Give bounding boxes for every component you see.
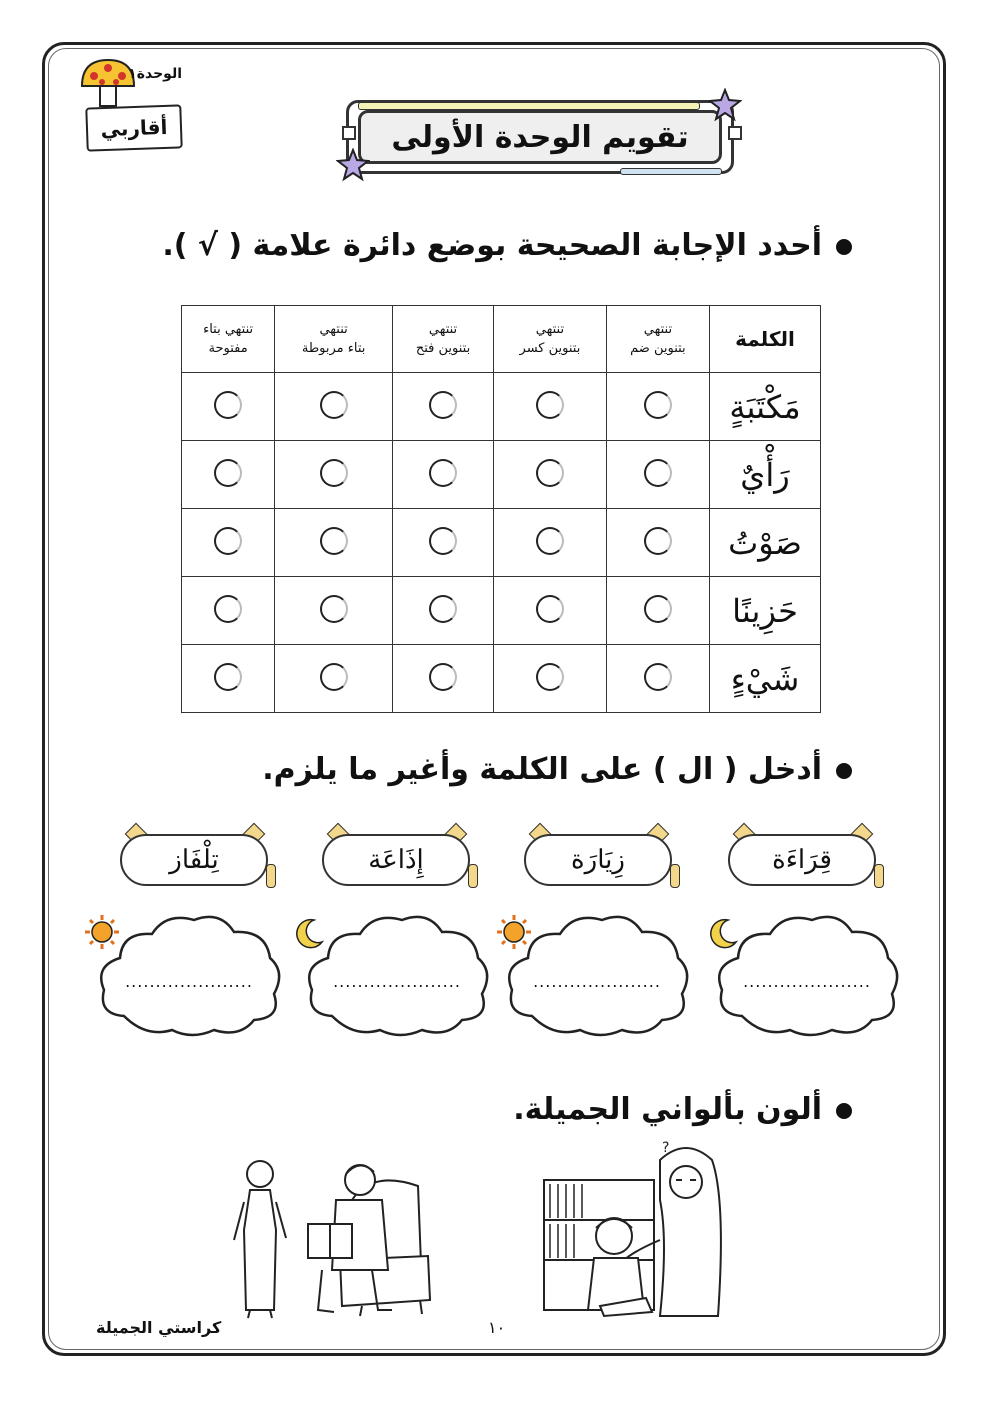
page-number: ١٠ — [488, 1318, 506, 1337]
q3-instruction — [513, 1092, 852, 1127]
q1-instruction-text: أحدد الإجابة الصحيحة بوضع دائرة علامة ( √ ). — [162, 228, 822, 263]
pill-word: إِذَاعَة — [322, 834, 470, 886]
col-taa-maftuha-header — [182, 306, 275, 373]
sun-icon — [84, 914, 120, 950]
sun-icon — [496, 914, 532, 950]
answer-blank: ..................... — [533, 972, 661, 991]
header-line: تنتهي بتاء — [203, 321, 254, 337]
answer-circle[interactable] — [536, 595, 564, 623]
option-cell — [182, 441, 275, 509]
option-cell — [393, 373, 494, 441]
option-cell — [393, 509, 494, 577]
answer-circle[interactable] — [320, 391, 348, 419]
header-line: تنتهي — [428, 321, 458, 337]
word-cell: شَيْءٍ — [710, 645, 821, 713]
q3-instruction-text: ألون بألواني الجميلة. — [513, 1092, 822, 1127]
mother-and-son-illustration — [540, 1140, 750, 1320]
col-taa-marbuta-header — [275, 306, 393, 373]
q2-instruction — [262, 752, 852, 787]
answer-circle[interactable] — [429, 459, 457, 487]
option-cell — [275, 577, 393, 645]
bullet-icon — [836, 1103, 852, 1119]
word-pill — [518, 826, 678, 888]
q1-instruction — [162, 228, 852, 263]
answer-circle[interactable] — [429, 527, 457, 555]
answer-circle[interactable] — [536, 459, 564, 487]
answer-circle[interactable] — [536, 391, 564, 419]
header-line: بتنوين كسر — [519, 341, 581, 356]
answer-circle[interactable] — [429, 595, 457, 623]
pill-word: قِرَاءَة — [728, 834, 876, 886]
option-cell — [182, 645, 275, 713]
answer-circle[interactable] — [429, 663, 457, 691]
boy-and-father-illustration — [232, 1150, 442, 1320]
svg-text:?: ? — [662, 1140, 670, 1156]
word-cell: رَأْيٌ — [710, 441, 821, 509]
header-line: بتنوين ضم — [630, 341, 686, 356]
word-cell: حَزِينًا — [710, 577, 821, 645]
header-line: بتنوين فتح — [415, 341, 471, 356]
option-cell — [606, 577, 709, 645]
answer-circle[interactable] — [644, 391, 672, 419]
pill-word: تِلْفَاز — [120, 834, 268, 886]
bullet-icon — [836, 763, 852, 779]
answer-blank: ..................... — [333, 972, 461, 991]
table-row — [182, 441, 821, 509]
answer-circle[interactable] — [429, 391, 457, 419]
answer-circle[interactable] — [536, 527, 564, 555]
col-tanween-kasr-header — [494, 306, 607, 373]
answer-circle[interactable] — [320, 663, 348, 691]
answer-cloud[interactable] — [94, 906, 284, 1042]
mushroom-icon — [78, 56, 138, 112]
header-line: تنتهي — [535, 321, 565, 337]
option-cell — [393, 441, 494, 509]
answer-circle[interactable] — [644, 595, 672, 623]
footer-book-name: كراستي الجميلة — [96, 1318, 222, 1337]
answer-circle[interactable] — [644, 527, 672, 555]
option-cell — [606, 373, 709, 441]
option-cell — [182, 509, 275, 577]
answer-circle[interactable] — [214, 459, 242, 487]
unit-badge — [70, 56, 190, 156]
option-cell — [393, 577, 494, 645]
word-cell: صَوْتُ — [710, 509, 821, 577]
option-cell — [494, 577, 607, 645]
answer-circle[interactable] — [320, 595, 348, 623]
option-cell — [275, 373, 393, 441]
star-icon — [336, 148, 370, 182]
unit-label: الوحدة١ — [128, 66, 182, 82]
word-pill — [316, 826, 476, 888]
title-corner-square — [728, 126, 742, 140]
lesson-sign: أقاربي — [85, 104, 182, 151]
word-pill — [114, 826, 274, 888]
header-line: بتاء مربوطة — [301, 341, 366, 356]
option-cell — [494, 509, 607, 577]
bullet-icon — [836, 239, 852, 255]
title-corner-square — [342, 126, 356, 140]
cat-tail — [266, 864, 276, 888]
answer-circle[interactable] — [214, 663, 242, 691]
cat-tail — [468, 864, 478, 888]
answer-blank: ..................... — [125, 972, 253, 991]
answer-circle[interactable] — [320, 459, 348, 487]
header-line: تنتهي — [319, 321, 348, 337]
moon-icon — [292, 916, 326, 950]
pill-word: زِيَارَة — [524, 834, 672, 886]
page-title: تقويم الوحدة الأولى — [358, 110, 722, 164]
header-line: مفتوحة — [208, 341, 248, 356]
answer-circle[interactable] — [320, 527, 348, 555]
answer-circle[interactable] — [214, 595, 242, 623]
answer-blank: ..................... — [743, 972, 871, 991]
answer-circle[interactable] — [536, 663, 564, 691]
table-header-row — [182, 306, 821, 373]
header-line: تنتهي — [643, 321, 673, 337]
col-tanween-damm-header — [606, 306, 709, 373]
option-cell — [606, 509, 709, 577]
word-cell: مَكْتَبَةٍ — [710, 373, 821, 441]
col-word-header: الكلمة — [710, 306, 821, 373]
cat-tail — [874, 864, 884, 888]
answer-cloud[interactable] — [712, 906, 902, 1042]
title-banner — [340, 96, 740, 178]
star-icon — [708, 88, 742, 122]
option-cell — [275, 441, 393, 509]
option-cell — [275, 509, 393, 577]
title-accent-bar — [358, 102, 700, 110]
answer-table — [181, 305, 821, 713]
q2-instruction-text: أدخل ( ال ) على الكلمة وأغير ما يلزم. — [262, 752, 822, 787]
table-row — [182, 509, 821, 577]
table-row — [182, 577, 821, 645]
option-cell — [275, 645, 393, 713]
title-accent-bar-bottom — [620, 168, 722, 175]
cat-tail — [670, 864, 680, 888]
answer-circle[interactable] — [214, 391, 242, 419]
option-cell — [182, 577, 275, 645]
answer-circle[interactable] — [644, 459, 672, 487]
answer-circle[interactable] — [644, 663, 672, 691]
word-pill — [722, 826, 882, 888]
option-cell — [182, 373, 275, 441]
table-row — [182, 373, 821, 441]
option-cell — [393, 645, 494, 713]
table-row — [182, 645, 821, 713]
answer-cloud[interactable] — [302, 906, 492, 1042]
col-tanween-fath-header — [393, 306, 494, 373]
option-cell — [494, 373, 607, 441]
answer-circle[interactable] — [214, 527, 242, 555]
option-cell — [606, 645, 709, 713]
option-cell — [494, 441, 607, 509]
option-cell — [606, 441, 709, 509]
option-cell — [494, 645, 607, 713]
moon-icon — [706, 916, 740, 950]
